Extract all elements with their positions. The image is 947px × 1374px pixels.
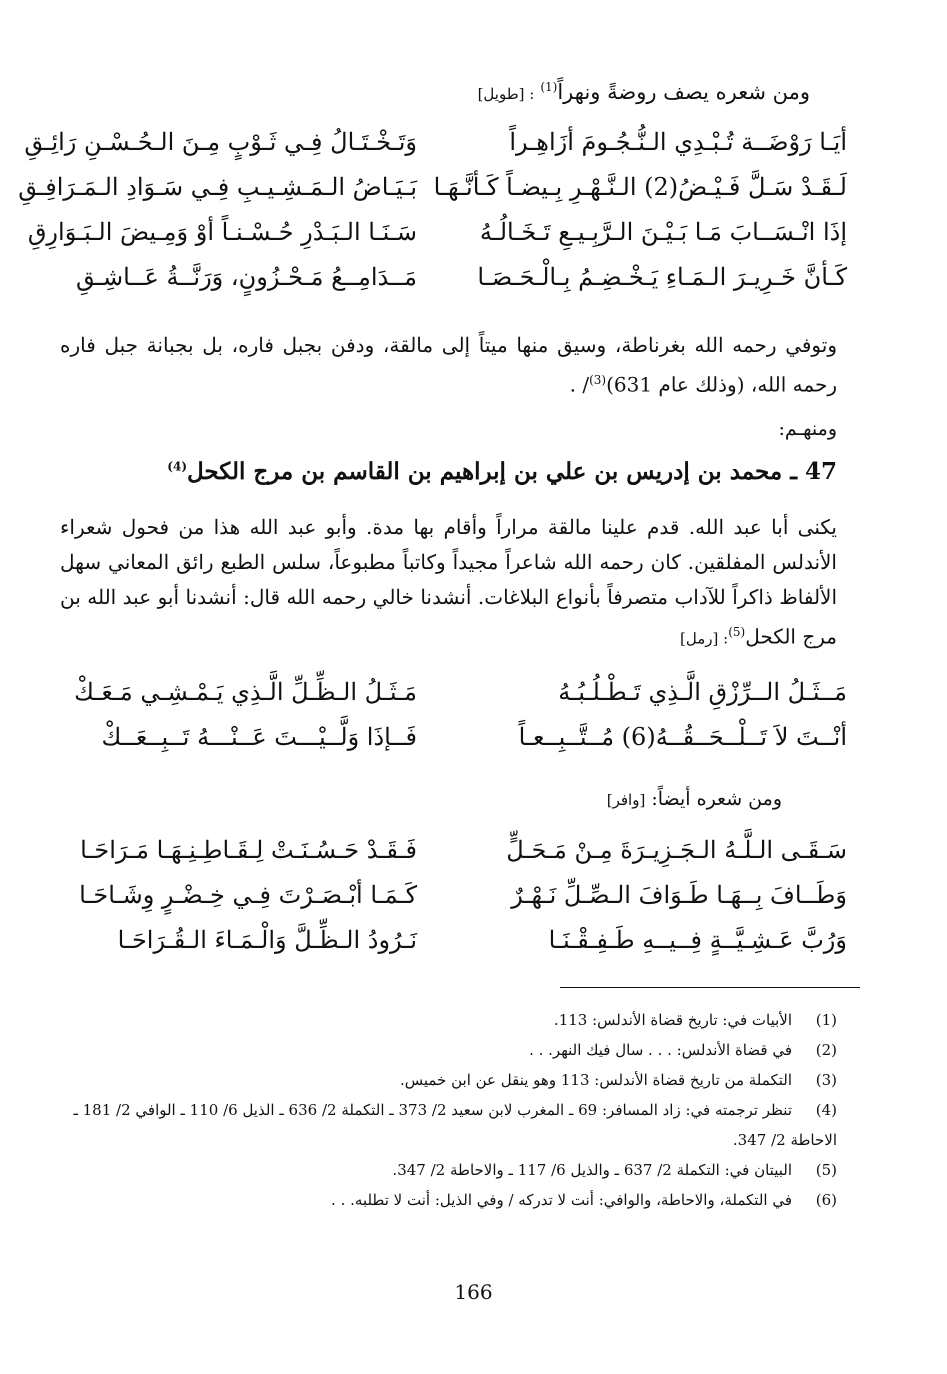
footnote-text: تنظر ترجمته في: زاد المسافر: 69 ـ المغرب لابن سعيد 2/ 373 ـ التكملة 2/ 636 ـ الذيل 6/ 110 ـ الوافي 2/ 181 ـ الاحاطة 2/ 347. [73, 1101, 837, 1149]
verse-first-hemistich: كَـأنَّ خَـرِيـرَ الـمَـاءِ يَـخْـضِـمُ بِـالْـحَـصَـا [477, 263, 847, 291]
verse-line [18, 173, 847, 218]
poem-intro [478, 80, 810, 104]
entry-heading [167, 458, 837, 485]
verse-line [60, 881, 847, 926]
footnote [55, 1005, 837, 1035]
footnote-number: (5) [815, 1161, 837, 1179]
footnote [55, 1095, 837, 1155]
death-paragraph [60, 328, 837, 403]
verse-second-hemistich: فَــإذَا وَلَّــيْـــتَ عَــنْـــهُ تَــبِــعَــكْ [101, 723, 417, 751]
more-intro-text: ومن شعره أيضاً: [651, 788, 782, 810]
verse-first-hemistich: مَــثَـلُ الــرِّزْقِ الَّـذِي تَـطْـلُـبُـهُ [558, 678, 847, 706]
verse-first-hemistich: لَـقَـدْ سَـلَّ فَـيْـضُ(2) الـنَّـهْـرِ بِـيضـاً كَـأنَّـهَـا [433, 173, 847, 201]
bio-text: يكنى أبا عبد الله. قدم علينا مالقة مراراً وأقام بها مدة. وأبو عبد الله هذا من فحول شعراء الأندلس المفلقين. كان رحمه الله شاعراً مجيداً وكاتباً مطبوعاً، سلس الطبع رائق المعاني سهل الألفاظ ذاكراً للآداب متصرفاً بأنواع البلاغات. أنشدنا خالي رحمه الله قال: أنشدنا أبو عبد الله بن مرج الكحل [60, 515, 837, 649]
footnote-number: (2) [815, 1041, 837, 1059]
footnote-text: في التكملة، والاحاطة، والوافي: أنت لا تدركه / وفي الذيل: أنت لا تطلبه. . . [331, 1191, 792, 1209]
footnote [55, 1035, 837, 1065]
meter-label: : [طويل] [477, 85, 535, 103]
poem-block-1 [18, 128, 847, 308]
verse-line [24, 128, 847, 173]
footnote-text: الأبيات في: تاريخ قضاة الأندلس: 113. [553, 1011, 792, 1029]
verse-first-hemistich: أيَـا رَوْضَــة تُـبْـدِي الـنُّـجُـومَ أزَاهِـراً [509, 128, 847, 156]
intro-text: ومن شعره يصف روضةً ونهراً [557, 80, 810, 104]
footnote [55, 1065, 837, 1095]
minhum-label: ومنهـم: [778, 418, 837, 440]
footnote [55, 1185, 837, 1215]
footnote-ref: (3) [589, 373, 607, 387]
verse-second-hemistich: مَــدَامِــعُ مَـحْـزُونٍ، وَرَنَّــةُ عَــاشِـقِ [75, 263, 417, 291]
more-poetry-intro [607, 788, 782, 810]
footnote-text: البيتان في: التكملة 2/ 637 ـ والذيل 6/ 117 ـ والاحاطة 2/ 347. [392, 1161, 792, 1179]
poem-block-3 [60, 836, 847, 971]
death-text: وتوفي رحمه الله بغرناطة، وسيق منها ميتاً إلى مالقة، ودفن بجبل فاره، بل بجبانة جبل فاره رحمه الله، (وذلك عام 631) [60, 333, 837, 397]
verse-second-hemistich: سَـنَـا الـبَـدْرِ حُـسْـنـاً أوْ وَمِـيضَ الـبَـوَارِقِ [27, 218, 417, 246]
verse-line [60, 678, 847, 723]
verse-second-hemistich: فَـقَـدْ حَـسُـنَـتْ لِـقَـاطِـنِـهَـا مَـرَاحَـا [80, 836, 417, 864]
poem-block-2 [60, 678, 847, 768]
footnotes [55, 1005, 837, 1215]
footnote-text: في قضاة الأندلس: . . . سال فيك النهر. . . [529, 1041, 792, 1059]
verse-first-hemistich: أنْــتَ لاَ تَــلْــحَــقُــهُ(6) مُــتَّــبِــعـاً [518, 723, 847, 751]
footnote-number: (6) [815, 1191, 837, 1209]
page-number: 166 [454, 1280, 493, 1304]
verse-first-hemistich: وَرُبَّ عَـشِـيَّــةٍ فِــيــهِ طَـفِـقْـنَـا [548, 926, 847, 954]
footnote-number: (3) [815, 1071, 837, 1089]
verse-first-hemistich: سَـقَـى الـلَّـهُ الـجَـزِيـرَةَ مِـنْ مَـحَـلٍّ [506, 836, 847, 864]
verse-second-hemistich: كَـمَـا أبْـصَـرْتَ فِـي خِـضْـرٍ وِشَـاحَـا [79, 881, 417, 909]
verse-line [60, 263, 847, 308]
verse-line [27, 218, 847, 263]
footnote [55, 1155, 837, 1185]
verse-second-hemistich: نَـرُودُ الـظِّـلَّ وَالْـمَـاءَ الـقُـرَاحَـا [117, 926, 417, 954]
footnote-number: (4) [815, 1101, 837, 1119]
meter-label: [وافر] [606, 791, 646, 809]
footnote-text: التكملة من تاريخ قضاة الأندلس: 113 وهو ينقل عن ابن خميس. [399, 1071, 792, 1089]
verse-line [60, 723, 847, 768]
verse-line [60, 836, 847, 881]
footnote-divider [560, 987, 860, 988]
footnote-ref: (1) [540, 80, 558, 94]
meter-label: : [رمل] [680, 629, 729, 648]
death-text-end: / . [569, 372, 590, 397]
verse-second-hemistich: بَـيَـاضُ الـمَـشِـيـبِ فِـي سَـوَادِ الـمَـرَافِـقِ [18, 173, 417, 201]
footnote-ref: (5) [728, 625, 746, 639]
footnote-number: (1) [815, 1011, 837, 1029]
heading-text: 47 ـ محمد بن إدريس بن علي بن إبراهيم بن القاسم بن مرج الكحل [187, 458, 837, 485]
verse-second-hemistich: مَـثَـلُ الـظِّـلِّ الَّـذِي يَـمْـشِـي مَـعَـكْ [74, 678, 417, 706]
verse-first-hemistich: وَطَــافَ بِــهَـا طَـوَافَ الـصِّـلِّ نَـهْـرٌ [511, 881, 847, 909]
biography-paragraph [60, 510, 837, 657]
verse-line [60, 926, 847, 971]
footnote-ref: (4) [167, 459, 187, 474]
verse-second-hemistich: وَتَـخْـتَـالُ فِـي ثَـوْبٍ مِـنَ الـحُـسْـنِ رَائِـقِ [24, 128, 417, 156]
verse-first-hemistich: إذَا انْـسَــابَ مَـا بَـيْـنَ الـرَّبِـيـعِ تَـخَـالُـهُ [479, 218, 847, 246]
